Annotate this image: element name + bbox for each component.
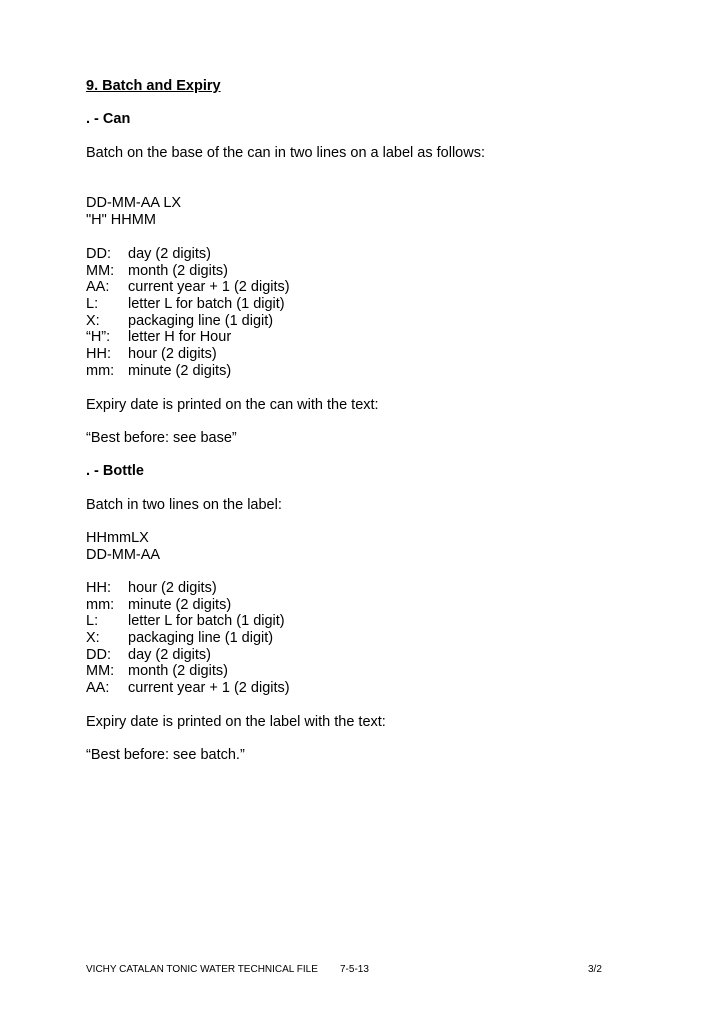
definition-row	[86, 363, 290, 380]
definition-row	[86, 313, 290, 330]
section-title: 9. Batch and Expiry	[86, 78, 221, 94]
definition-desc: day (2 digits)	[128, 246, 212, 262]
definition-desc: minute (2 digits)	[128, 362, 232, 379]
can-expiry-quote: “Best before: see base”	[86, 430, 237, 446]
bottle-intro: Batch in two lines on the label:	[86, 497, 282, 513]
definition-key: AA:	[86, 279, 110, 296]
definition-key: “H”:	[86, 329, 111, 346]
definition-desc: current year + 1 (2 digits)	[128, 279, 290, 296]
definition-row	[86, 613, 290, 630]
definition-key: L:	[86, 296, 99, 313]
definition-row	[86, 263, 290, 280]
definition-desc: hour (2 digits)	[128, 580, 217, 596]
definition-row	[86, 346, 290, 363]
footer-date: 7-5-13	[340, 964, 369, 975]
bottle-definitions	[86, 580, 290, 697]
definition-desc: day (2 digits)	[128, 646, 212, 663]
definition-key: HH:	[86, 580, 111, 596]
definition-desc: letter L for batch (1 digit)	[128, 613, 285, 630]
can-intro: Batch on the base of the can in two lines on a label as follows:	[86, 145, 485, 161]
can-format-line2: "H" HHMM	[86, 212, 156, 228]
can-expiry-text: Expiry date is printed on the can with the text:	[86, 397, 379, 413]
definition-row	[86, 580, 290, 597]
definition-desc: month (2 digits)	[128, 663, 228, 680]
definition-key: X:	[86, 312, 100, 329]
definition-key: AA:	[86, 680, 110, 697]
definition-desc: letter H for Hour	[128, 329, 232, 346]
definition-key: HH:	[86, 346, 111, 363]
definition-desc: hour (2 digits)	[128, 346, 217, 363]
can-heading: . - Can	[86, 111, 131, 127]
definition-key: DD:	[86, 646, 111, 663]
definition-desc: packaging line (1 digit)	[128, 630, 274, 647]
footer-title: VICHY CATALAN TONIC WATER TECHNICAL FILE	[86, 964, 318, 975]
bottle-format-line2: DD-MM-AA	[86, 547, 161, 563]
definition-key: mm:	[86, 596, 115, 613]
definition-key: X:	[86, 630, 100, 647]
definition-key: mm:	[86, 362, 115, 379]
definition-desc: minute (2 digits)	[128, 596, 232, 613]
footer-page-number: 3/2	[588, 964, 602, 975]
definition-desc: letter L for batch (1 digit)	[128, 296, 285, 313]
definition-row	[86, 279, 290, 296]
definition-row	[86, 296, 290, 313]
bottle-expiry-text: Expiry date is printed on the label with the text:	[86, 714, 386, 730]
bottle-heading: . - Bottle	[86, 463, 144, 479]
definition-key: MM:	[86, 262, 115, 279]
definition-row	[86, 663, 290, 680]
definition-key: MM:	[86, 663, 115, 680]
definition-desc: packaging line (1 digit)	[128, 312, 274, 329]
can-format-line1: DD-MM-AA LX	[86, 195, 182, 211]
definition-row	[86, 630, 290, 647]
definition-desc: month (2 digits)	[128, 262, 228, 279]
definition-row	[86, 597, 290, 614]
can-definitions	[86, 246, 290, 380]
bottle-format-line1: HHmmLX	[86, 530, 149, 546]
definition-row	[86, 647, 290, 664]
definition-desc: current year + 1 (2 digits)	[128, 680, 290, 697]
bottle-expiry-quote: “Best before: see batch.”	[86, 747, 245, 763]
definition-row	[86, 680, 290, 697]
definition-row	[86, 329, 290, 346]
definition-key: L:	[86, 613, 99, 630]
definition-key: DD:	[86, 246, 111, 262]
definition-row	[86, 246, 290, 263]
